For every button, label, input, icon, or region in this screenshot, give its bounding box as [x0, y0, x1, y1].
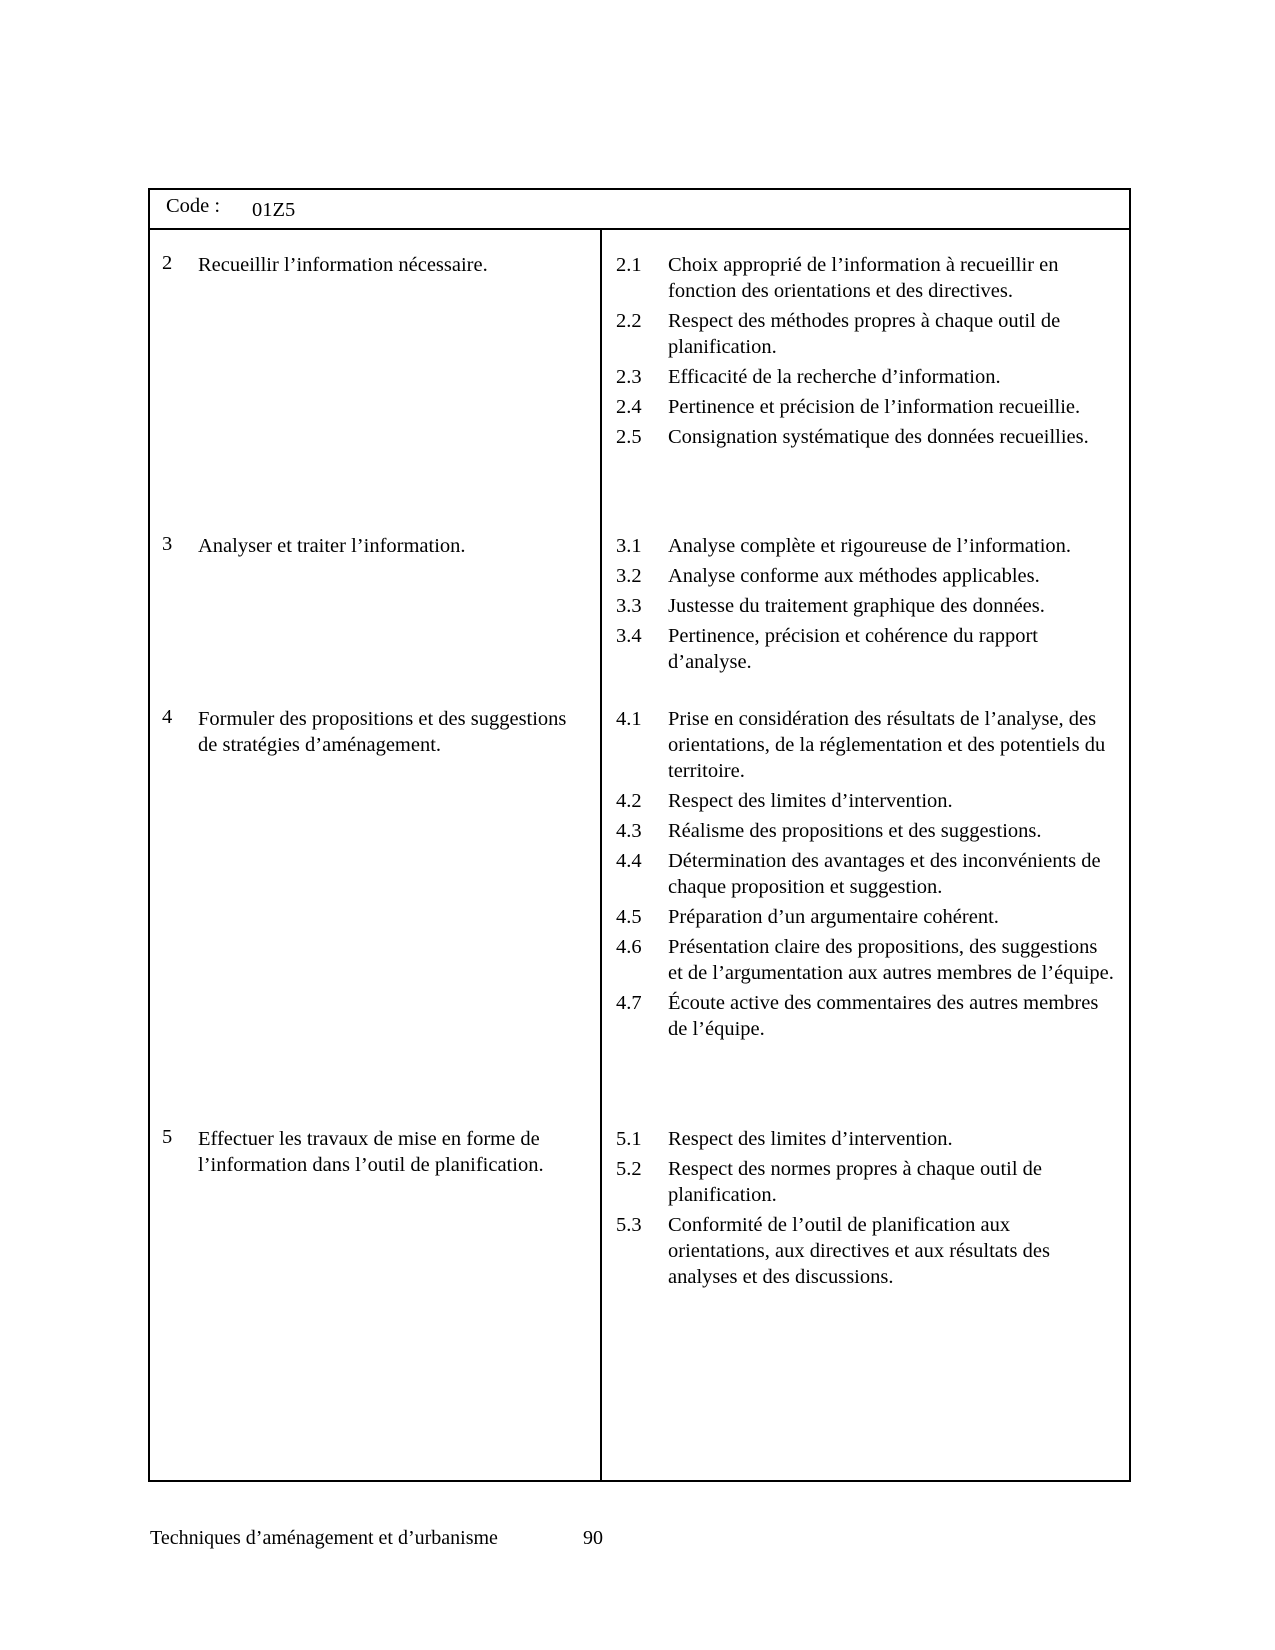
criterion [616, 1212, 1116, 1290]
criterion [616, 818, 1116, 844]
column-divider [600, 228, 602, 1480]
criterion [616, 848, 1116, 900]
criterion [616, 1126, 1116, 1152]
criterion-text: Détermination des avantages et des inconvénients de chaque proposition et suggestion. [668, 850, 1101, 898]
criterion [616, 1156, 1116, 1208]
criterion-number: 5.3 [616, 1214, 642, 1236]
criterion [616, 788, 1116, 814]
element-number: 3 [162, 533, 173, 555]
criterion-text: Pertinence, précision et cohérence du rapport d’analyse. [668, 625, 1038, 673]
criterion [616, 533, 1116, 559]
criterion [616, 252, 1116, 304]
criteria-list-3 [616, 533, 1116, 679]
competency-table [148, 188, 1131, 1482]
criterion [616, 904, 1116, 930]
criterion-number: 4.2 [616, 790, 642, 812]
criterion [616, 424, 1116, 450]
element-number: 2 [162, 252, 173, 274]
criteria-list-2 [616, 252, 1116, 454]
criterion-text: Consignation systématique des données recueillies. [668, 426, 1089, 448]
element-number: 5 [162, 1126, 173, 1148]
element-text: Effectuer les travaux de mise en forme de l’information dans l’outil de planification. [198, 1128, 544, 1176]
criterion-text: Respect des méthodes propres à chaque outil de planification. [668, 310, 1061, 358]
criterion-number: 4.3 [616, 820, 642, 842]
criterion-number: 4.7 [616, 992, 642, 1014]
criterion-text: Préparation d’un argumentaire cohérent. [668, 906, 999, 928]
criterion [616, 364, 1116, 390]
criterion [616, 934, 1116, 986]
criterion [616, 394, 1116, 420]
element-number: 4 [162, 706, 173, 728]
criterion-number: 5.2 [616, 1158, 642, 1180]
criterion-number: 2.5 [616, 426, 642, 448]
element-text: Analyser et traiter l’information. [198, 535, 466, 557]
criterion-number: 4.5 [616, 906, 642, 928]
criterion-text: Choix approprié de l’information à recueillir en fonction des orientations et des directives. [668, 254, 1059, 302]
footer-title: Techniques d’aménagement et d’urbanisme [150, 1527, 498, 1549]
criterion-text: Respect des limites d’intervention. [668, 790, 953, 812]
criterion-number: 4.4 [616, 850, 642, 872]
criterion-number: 2.1 [616, 254, 642, 276]
element-text: Recueillir l’information nécessaire. [198, 254, 488, 276]
criterion-number: 2.2 [616, 310, 642, 332]
criteria-list-4 [616, 706, 1116, 1046]
page-number: 90 [583, 1527, 603, 1549]
criterion-text: Justesse du traitement graphique des données. [668, 595, 1045, 617]
criterion-text: Réalisme des propositions et des suggestions. [668, 820, 1042, 842]
criterion-number: 5.1 [616, 1128, 642, 1150]
criterion-text: Analyse complète et rigoureuse de l’information. [668, 535, 1072, 557]
criterion-text: Conformité de l’outil de planification aux orientations, aux directives et aux résultats des analyses et des discussions. [668, 1214, 1050, 1288]
criterion-number: 4.1 [616, 708, 642, 730]
criterion-text: Respect des normes propres à chaque outil de planification. [668, 1158, 1043, 1206]
criterion-text: Pertinence et précision de l’information recueillie. [668, 396, 1081, 418]
criterion-number: 4.6 [616, 936, 642, 958]
criterion-text: Efficacité de la recherche d’information. [668, 366, 1001, 388]
criterion [616, 623, 1116, 675]
criterion [616, 308, 1116, 360]
criterion [616, 593, 1116, 619]
criterion-text: Présentation claire des propositions, des suggestions et de l’argumentation aux autres membres de l’équipe. [668, 936, 1114, 984]
criteria-list-5 [616, 1126, 1116, 1294]
criterion-text: Respect des limites d’intervention. [668, 1128, 953, 1150]
element-text: Formuler des propositions et des suggestions de stratégies d’aménagement. [198, 708, 567, 756]
code-label: Code : [166, 195, 221, 217]
criterion-number: 2.3 [616, 366, 642, 388]
criterion-text: Analyse conforme aux méthodes applicables. [668, 565, 1040, 587]
criterion-number: 3.2 [616, 565, 642, 587]
criterion [616, 563, 1116, 589]
table-header [150, 190, 1129, 230]
criterion-number: 3.3 [616, 595, 642, 617]
criterion [616, 706, 1116, 784]
criterion [616, 990, 1116, 1042]
criterion-number: 2.4 [616, 396, 642, 418]
criterion-text: Écoute active des commentaires des autres membres de l’équipe. [668, 992, 1099, 1040]
code-value: 01Z5 [252, 199, 296, 221]
criterion-text: Prise en considération des résultats de l’analyse, des orientations, de la réglementation et des potentiels du territoire. [668, 708, 1106, 782]
criterion-number: 3.4 [616, 625, 642, 647]
criterion-number: 3.1 [616, 535, 642, 557]
